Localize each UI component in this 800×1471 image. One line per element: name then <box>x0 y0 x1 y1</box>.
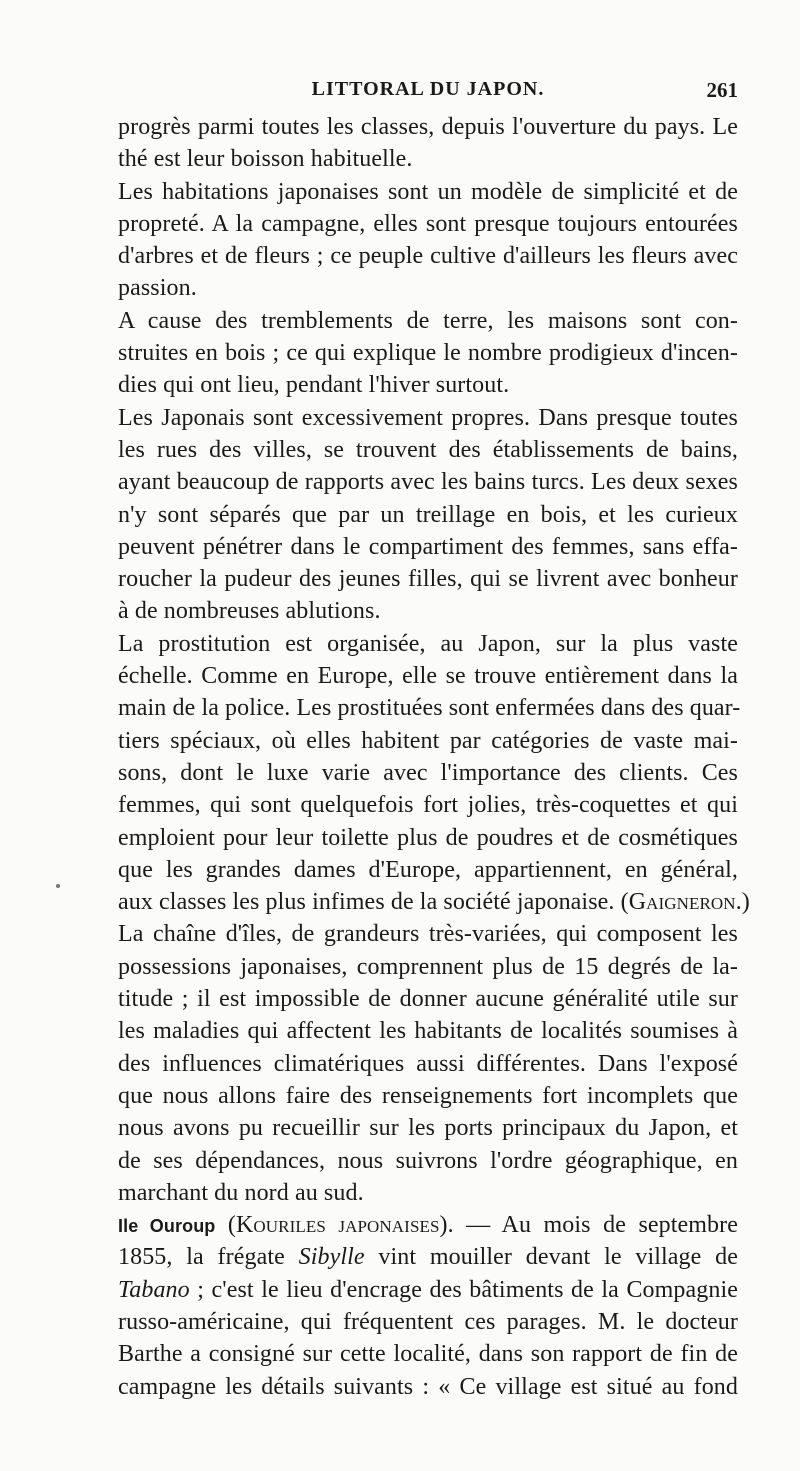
text-line-ouroup-heading <box>118 1209 738 1241</box>
text-line: roucher la pudeur des jeunes filles, qui se livrent avec bonheur <box>118 566 738 593</box>
text-line: ayant beaucoup de rapports avec les bains turcs. Les deux sexes <box>118 469 738 496</box>
text-line: titude ; il est impossible de donner aucune généralité utile sur <box>118 986 738 1013</box>
text-line: n'y sont séparés que par un treillage en bois, et les curieux <box>118 501 738 528</box>
text-line: de ses dépendances, nous suivrons l'ordre géographique, en <box>118 1147 738 1174</box>
body-text <box>118 111 750 1403</box>
text-line-citation <box>118 886 750 918</box>
text-line: femmes, qui sont quelquefois fort jolies, très-coquettes et qui <box>118 792 738 819</box>
text-line: des influences climatériques aussi différentes. Dans l'exposé <box>118 1050 738 1077</box>
text-line: progrès parmi toutes les classes, depuis l'ouverture du pays. Le <box>118 114 738 140</box>
text-line: peuvent pénétrer dans le compartiment des femmes, sans effa- <box>118 533 738 560</box>
text-line: les maladies qui affectent les habitants de localités soumises à <box>118 1018 738 1045</box>
citation-author: Gaigneron <box>628 889 736 916</box>
text-line: thé est leur boisson habituelle. <box>118 146 413 173</box>
island-heading: Ile Ouroup <box>118 1216 216 1237</box>
page-number: 261 <box>706 78 738 102</box>
text-line: La chaîne d'îles, de grandeurs très-variées, qui composent les <box>118 921 738 948</box>
text-line: échelle. Comme en Europe, elle se trouve entièrement dans la <box>118 663 738 690</box>
heading-rest: ). — Au mois de septembre <box>439 1212 738 1239</box>
heading-paren: ( <box>215 1212 236 1239</box>
text-line <box>118 1241 738 1273</box>
margin-speck <box>56 884 60 888</box>
text-line: les rues des villes, se trouvent des établissements de bains, <box>118 436 738 463</box>
text-line: Les Japonais sont excessivement propres. Dans presque toutes <box>118 404 738 431</box>
kouriles-label: Kouriles japonaises <box>236 1212 440 1239</box>
text-line: campagne les détails suivants : « Ce village est situé au fond <box>118 1373 738 1400</box>
text-line: possessions japonaises, comprennent plus de 15 degrés de la- <box>118 953 738 980</box>
italic-name: Sibylle <box>298 1244 365 1271</box>
text-line: tiers spéciaux, où elles habitent par catégories de vaste mai- <box>118 727 738 754</box>
text-line: passion. <box>118 275 197 302</box>
text-line: main de la police. Les prostituées sont enfermées dans des quar- <box>118 695 741 722</box>
citation-lead: aux classes les plus infimes de la société japonaise. ( <box>118 889 629 916</box>
text-line: que nous allons faire des renseignements fort incomplets que <box>118 1082 738 1109</box>
page-header <box>118 78 738 108</box>
text-line: La prostitution est organisée, au Japon, sur la plus vaste <box>118 630 738 657</box>
text-line: emploient pour leur toilette plus de poudres et de cosmétiques <box>118 824 738 851</box>
text-line: sons, dont le luxe varie avec l'importance des clients. Ces <box>118 759 738 786</box>
italic-name: Tabano <box>118 1276 190 1303</box>
text-line: propreté. A la campagne, elles sont presque toujours entourées <box>118 210 738 237</box>
year-prefix: 1855, la frégate Sibylle vint mouiller devant le village de <box>118 1244 738 1271</box>
text-line: russo-américaine, qui fréquentent ces parages. M. le docteur <box>118 1308 738 1335</box>
text-line: d'arbres et de fleurs ; ce peuple cultive d'ailleurs les fleurs avec <box>118 243 738 270</box>
text-line: A cause des tremblements de terre, les maisons sont con- <box>118 307 738 334</box>
text-line: marchant du nord au sud. <box>118 1179 364 1206</box>
text-line: dies qui ont lieu, pendant l'hiver surtout. <box>118 372 510 399</box>
text-line: à de nombreuses ablutions. <box>118 598 381 625</box>
text-line: Tabano ; c'est le lieu d'encrage des bâtiments de la Compagnie <box>118 1276 738 1303</box>
text-line: nous avons pu recueillir sur les ports principaux du Japon, et <box>118 1115 738 1142</box>
text-line: Barthe a consigné sur cette localité, dans son rapport de fin de <box>118 1341 738 1368</box>
text-line: Les habitations japonaises sont un modèle de simplicité et de <box>118 178 738 205</box>
text-line: que les grandes dames d'Europe, appartiennent, en général, <box>118 856 738 883</box>
running-title: LITTORAL DU JAPON. <box>311 78 545 100</box>
citation-close: .) <box>735 889 750 916</box>
text-line: struites en bois ; ce qui explique le nombre prodigieux d'incen- <box>118 340 738 367</box>
